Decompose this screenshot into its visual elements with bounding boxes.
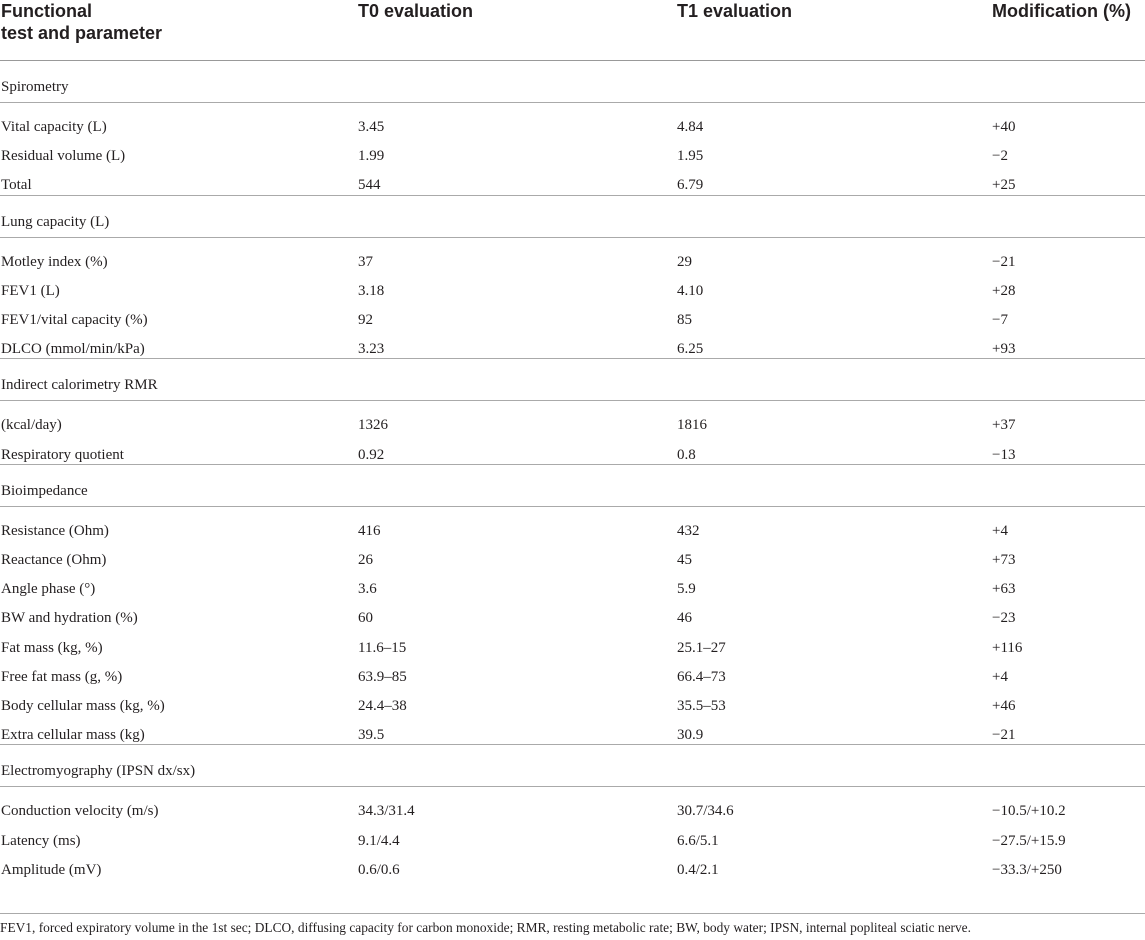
table-row — [0, 281, 1145, 310]
t1-cell: 45 — [677, 552, 692, 568]
t1-cell: 1816 — [677, 417, 707, 434]
section-separator — [0, 358, 1145, 359]
header-modification: Modification (%) — [992, 1, 1131, 21]
table-row — [0, 831, 1145, 860]
parameter-cell: DLCO (mmol/min/kPa) — [1, 341, 145, 358]
table-row — [0, 521, 1145, 550]
section-divider — [0, 102, 1145, 103]
modification-cell: −2 — [992, 148, 1008, 165]
section-title: Lung capacity (L) — [1, 213, 110, 230]
table-row — [0, 175, 1145, 204]
section-divider — [0, 786, 1145, 787]
t1-cell: 29 — [677, 253, 692, 270]
parameter-cell: Total — [1, 177, 32, 194]
parameter-cell: Fat mass (kg, %) — [1, 639, 103, 656]
modification-cell: −33.3/+250 — [992, 861, 1062, 878]
t1-cell: 432 — [677, 522, 700, 539]
modification-cell: +4 — [992, 522, 1008, 539]
parameter-cell: FEV1/vital capacity (%) — [1, 312, 148, 328]
t1-cell: 6.79 — [677, 177, 704, 194]
table-footnote: FEV1, forced expiratory volume in the 1st sec; DLCO, diffusing capacity for carbon monoxide; RMR, resting metabolic rate; BW, body water; IPSN, internal popliteal sciatic nerve. — [0, 913, 1145, 940]
t1-cell: 1.95 — [677, 148, 704, 165]
table-row — [0, 117, 1145, 146]
t0-cell: 39.5 — [358, 727, 385, 744]
header-parameter — [1, 0, 162, 44]
t1-cell: 25.1–27 — [677, 639, 726, 656]
section-separator — [0, 195, 1145, 196]
t0-cell: 37 — [358, 253, 373, 270]
t0-cell: 3.6 — [358, 581, 377, 598]
table-row — [0, 339, 1145, 368]
t0-cell: 544 — [358, 177, 381, 194]
section-title: Indirect calorimetry RMR — [1, 377, 158, 394]
modification-cell: −21 — [992, 727, 1016, 744]
parameter-cell: Amplitude (mV) — [1, 861, 102, 878]
table-row — [0, 415, 1145, 444]
table-row — [0, 638, 1145, 667]
t1-cell: 30.9 — [677, 727, 704, 744]
t0-cell: 1326 — [358, 417, 388, 434]
t0-cell: 0.6/0.6 — [358, 861, 400, 878]
t1-cell: 4.84 — [677, 119, 704, 135]
parameter-cell: Conduction velocity (m/s) — [1, 803, 159, 820]
table-row — [0, 550, 1145, 579]
t1-cell: 30.7/34.6 — [677, 803, 734, 820]
t0-cell: 9.1/4.4 — [358, 832, 400, 849]
modification-cell: −7 — [992, 312, 1008, 328]
modification-cell: +46 — [992, 698, 1016, 714]
t0-cell: 416 — [358, 522, 381, 539]
table-row — [0, 579, 1145, 608]
t0-cell: 3.18 — [358, 282, 385, 299]
parameter-cell: Extra cellular mass (kg) — [1, 727, 145, 744]
t0-cell: 60 — [358, 610, 373, 627]
header-t0: T0 evaluation — [358, 1, 474, 21]
t0-cell: 63.9–85 — [358, 668, 407, 685]
modification-cell: +63 — [992, 581, 1016, 598]
table-row — [0, 445, 1145, 474]
header-parameter-line1: Functional — [1, 1, 92, 21]
modification-cell: +25 — [992, 177, 1016, 194]
modification-cell: +73 — [992, 552, 1016, 568]
modification-cell: +40 — [992, 119, 1016, 135]
t1-cell: 6.25 — [677, 341, 704, 358]
header-t1: T1 evaluation — [677, 1, 793, 21]
table-header — [0, 0, 1145, 61]
t1-cell: 0.4/2.1 — [677, 861, 719, 878]
modification-cell: −10.5/+10.2 — [992, 803, 1066, 820]
modification-cell: −23 — [992, 610, 1016, 627]
t0-cell: 0.92 — [358, 446, 385, 463]
modification-cell: +4 — [992, 668, 1008, 685]
t0-cell: 26 — [358, 552, 373, 568]
header-parameter-line2: test and parameter — [1, 23, 163, 43]
parameter-cell: Reactance (Ohm) — [1, 552, 107, 568]
t1-cell: 0.8 — [677, 446, 696, 463]
parameter-cell: BW and hydration (%) — [1, 610, 138, 627]
section-divider — [0, 237, 1145, 238]
t0-cell: 1.99 — [358, 148, 385, 165]
parameter-cell: Resistance (Ohm) — [1, 522, 109, 539]
table-row — [0, 252, 1145, 281]
modification-cell: +93 — [992, 341, 1016, 358]
section-title: Spirometry — [1, 79, 69, 95]
t1-cell: 4.10 — [677, 282, 704, 299]
section-title: Bioimpedance — [1, 482, 88, 499]
t0-cell: 3.45 — [358, 119, 385, 135]
parameter-cell: Vital capacity (L) — [1, 119, 107, 135]
table-row — [0, 667, 1145, 696]
parameter-cell: Body cellular mass (kg, %) — [1, 698, 165, 714]
t1-cell: 85 — [677, 312, 692, 328]
modification-cell: +28 — [992, 282, 1016, 299]
t1-cell: 5.9 — [677, 581, 696, 598]
parameter-cell: FEV1 (L) — [1, 282, 60, 299]
section-separator — [0, 464, 1145, 465]
parameter-cell: Free fat mass (g, %) — [1, 668, 123, 685]
parameter-cell: Motley index (%) — [1, 253, 108, 270]
modification-cell: +116 — [992, 639, 1023, 656]
section-divider — [0, 400, 1145, 401]
modification-cell: +37 — [992, 417, 1016, 434]
modification-cell: −21 — [992, 253, 1016, 270]
t1-cell: 66.4–73 — [677, 668, 726, 685]
t0-cell: 34.3/31.4 — [358, 803, 415, 820]
section-title: Electromyography (IPSN dx/sx) — [1, 763, 196, 780]
parameter-cell: (kcal/day) — [1, 417, 62, 434]
t1-cell: 35.5–53 — [677, 698, 726, 714]
table-row — [0, 696, 1145, 725]
section-divider — [0, 506, 1145, 507]
modification-cell: −13 — [992, 446, 1016, 463]
table-row — [0, 801, 1145, 830]
t0-cell: 11.6–15 — [358, 639, 407, 656]
t0-cell: 92 — [358, 312, 373, 328]
parameter-cell: Respiratory quotient — [1, 446, 124, 463]
table-row — [0, 310, 1145, 339]
t0-cell: 3.23 — [358, 341, 385, 358]
parameter-cell: Latency (ms) — [1, 832, 81, 849]
table-row — [0, 146, 1145, 175]
parameter-cell: Angle phase (°) — [1, 581, 96, 598]
table-row — [0, 608, 1145, 637]
table-row — [0, 860, 1145, 889]
t1-cell: 6.6/5.1 — [677, 832, 719, 849]
parameter-cell: Residual volume (L) — [1, 148, 126, 165]
table-row — [0, 725, 1145, 754]
t1-cell: 46 — [677, 610, 692, 627]
t0-cell: 24.4–38 — [358, 698, 407, 714]
modification-cell: −27.5/+15.9 — [992, 832, 1066, 849]
section-separator — [0, 744, 1145, 745]
